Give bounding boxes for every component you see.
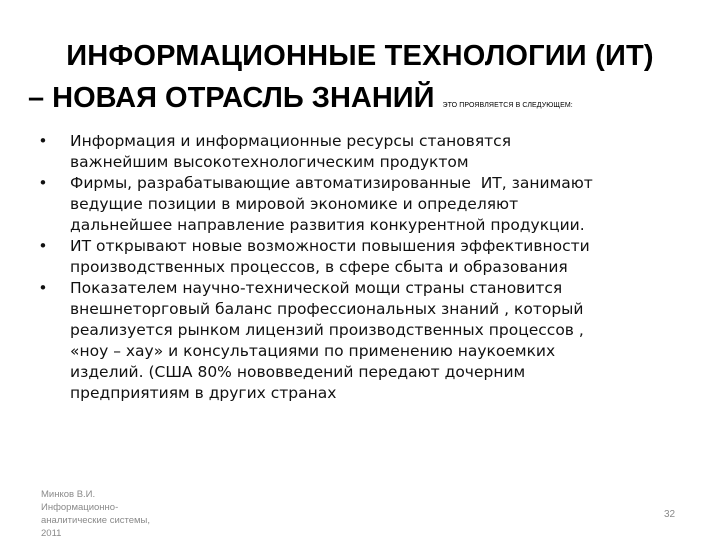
slide-title-line-1: ИНФОРМАЦИОННЫЕ ТЕХНОЛОГИИ (ИТ) [66, 40, 654, 72]
bullet-item [36, 173, 706, 236]
slide-title-line-2-text: – НОВАЯ ОТРАСЛЬ ЗНАНИЙ [28, 82, 435, 114]
footer-line: Минков В.И. [41, 489, 96, 500]
footer-line: 2011 [41, 528, 62, 539]
bullet-line: изделий. (США 80% нововведений передают дочерним [70, 363, 526, 381]
bullet-item [36, 236, 706, 278]
bullet-line: внешнеторговый баланс профессиональных знаний , который [70, 300, 584, 318]
bullet-line: производственных процессов, в сфере сбыта и образования [70, 258, 568, 276]
footer-line: Информационно- [41, 502, 119, 513]
bullet-marker: • [38, 174, 48, 192]
footer-line: аналитические системы, [41, 515, 151, 526]
bullet-list [36, 131, 706, 404]
bullet-item [36, 131, 706, 173]
footer-author [41, 488, 181, 540]
bullet-line: Показателем научно-технической мощи страны становится [70, 279, 563, 297]
page-number: 32 [664, 509, 676, 520]
bullet-item [36, 278, 706, 404]
slide-title-line-2 [28, 80, 573, 124]
bullet-line: ведущие позиции в мировой экономике и определяют [70, 195, 519, 213]
bullet-line: важнейшим высокотехнологическим продуктом [70, 153, 469, 171]
bullet-line: «ноу – хау» и консультациями по применению наукоемких [70, 342, 556, 360]
bullet-line: Фирмы, разрабатывающие автоматизированные ИТ, занимают [70, 174, 593, 192]
bullet-marker: • [38, 279, 48, 297]
title-note: ЭТО ПРОЯВЛЯЕТСЯ В СЛЕДУЮЩЕМ: [442, 102, 573, 109]
bullet-line: Информация и информационные ресурсы становятся [70, 132, 512, 150]
bullet-line: дальнейшее направление развития конкурентной продукции. [70, 216, 585, 234]
bullet-line: ИТ открывают новые возможности повышения эффективности [70, 237, 590, 255]
bullet-line: предприятиям в других странах [70, 384, 337, 402]
bullet-marker: • [38, 132, 48, 150]
bullet-marker: • [38, 237, 48, 255]
bullet-line: реализуется рынком лицензий производственных процессов , [70, 321, 584, 339]
